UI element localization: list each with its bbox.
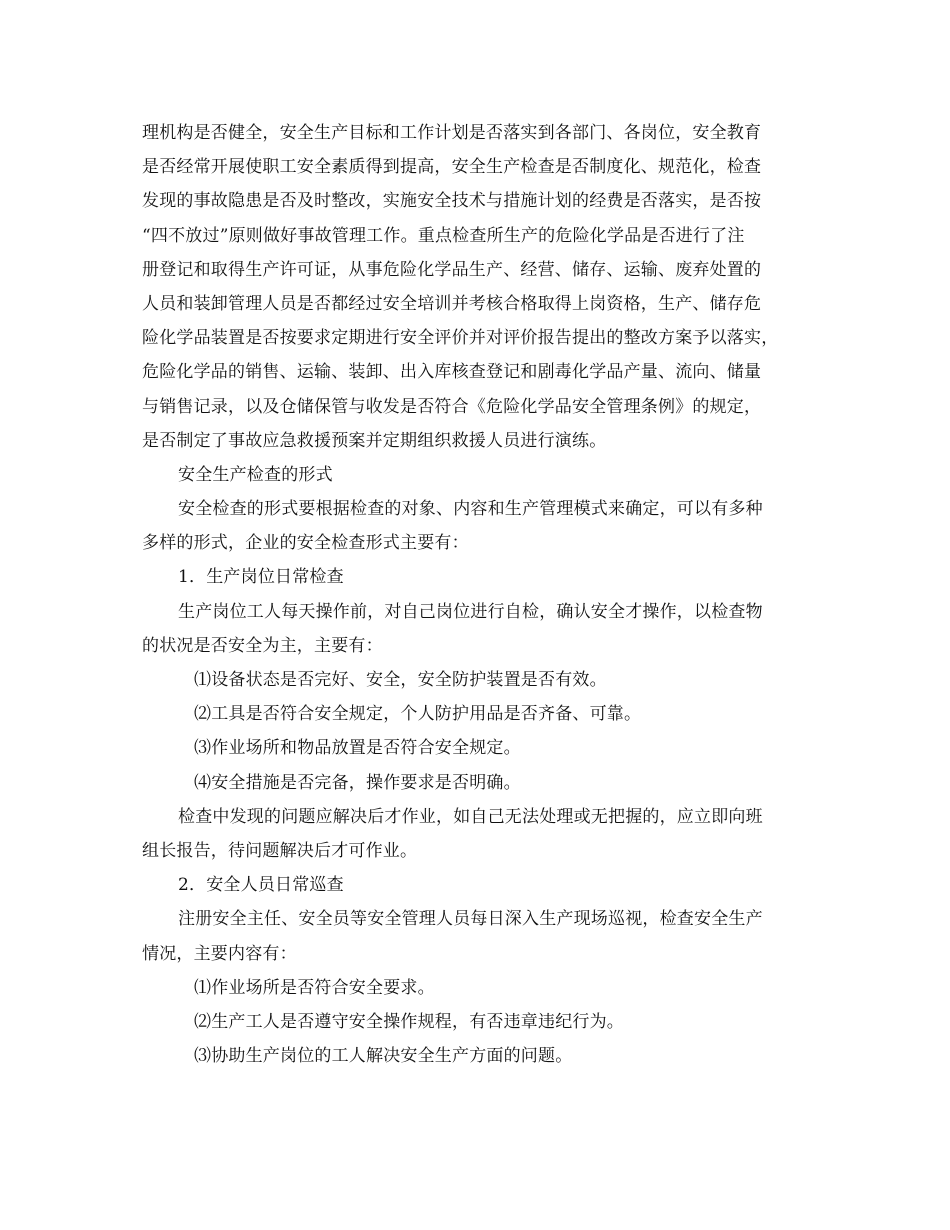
paragraph-line: 是否经常开展使职工安全素质得到提高，安全生产检查是否制度化、规范化，检查 bbox=[142, 157, 762, 178]
list-item: ⑴设备状态是否完好、安全，安全防护装置是否有效。 bbox=[194, 670, 607, 690]
paragraph-line: 人员和装卸管理人员是否都经过安全培训并考核合格取得上岗资格，生产、储存危 bbox=[142, 293, 762, 314]
paragraph-line: 险化学品装置是否按要求定期进行安全评价并对评价报告提出的整改方案予以落实， bbox=[142, 328, 779, 349]
list-item: ⑴作业场所是否符合安全要求。 bbox=[194, 977, 435, 998]
paragraph-line: 组长报告，待问题解决后才可作业。 bbox=[142, 840, 418, 861]
list-item: ⑶作业场所和物品放置是否符合安全规定。 bbox=[194, 738, 521, 759]
paragraph-line: 发现的事故隐患是否及时整改，实施安全技术与措施计划的经费是否落实，是否按 bbox=[142, 191, 762, 212]
list-item: ⑵生产工人是否遵守安全操作规程，有否违章违纪行为。 bbox=[194, 1011, 624, 1032]
paragraph-line: 危险化学品的销售、运输、装卸、出入库核查登记和剧毒化学品产量、流向、储量 bbox=[142, 362, 762, 383]
paragraph-line: 注册安全主任、安全员等安全管理人员每日深入生产现场巡视，检查安全生产 bbox=[178, 909, 763, 930]
paragraph-line: 情况，主要内容有： bbox=[142, 943, 297, 964]
paragraph-line: 的状况是否安全为主，主要有： bbox=[142, 635, 383, 656]
paragraph-line: 理机构是否健全，安全生产目标和工作计划是否落实到各部门、各岗位，安全教育 bbox=[142, 123, 762, 143]
paragraph-line: 多样的形式，企业的安全检查形式主要有： bbox=[142, 533, 469, 554]
paragraph-line: 安全检查的形式要根据检查的对象、内容和生产管理模式来确定，可以有多种 bbox=[178, 499, 763, 520]
section-heading: 安全生产检查的形式 bbox=[178, 464, 333, 485]
paragraph-line: “四不放过”原则做好事故管理工作。重点检查所生产的危险化学品是否进行了注 bbox=[142, 225, 745, 246]
paragraph-line: 检查中发现的问题应解决后才作业，如自己无法处理或无把握的，应立即向班 bbox=[178, 806, 763, 827]
subsection-heading: 2．安全人员日常巡查 bbox=[178, 875, 344, 896]
paragraph-line: 与销售记录，以及仓储保管与收发是否符合《危险化学品安全管理条例》的规定， bbox=[142, 396, 762, 417]
paragraph-line: 生产岗位工人每天操作前，对自己岗位进行自检，确认安全才操作，以检查物 bbox=[178, 601, 763, 622]
list-item: ⑶协助生产岗位的工人解决安全生产方面的问题。 bbox=[194, 1046, 573, 1067]
paragraph-line: 是否制定了事故应急救援预案并定期组织救援人员进行演练。 bbox=[142, 430, 607, 451]
paragraph-line: 册登记和取得生产许可证，从事危险化学品生产、经营、储存、运输、废弃处置的 bbox=[142, 259, 762, 280]
document-body bbox=[142, 116, 818, 1073]
list-item: ⑷安全措施是否完备，操作要求是否明确。 bbox=[194, 772, 521, 793]
list-item: ⑵工具是否符合安全规定，个人防护用品是否齐备、可靠。 bbox=[194, 704, 642, 725]
subsection-heading: 1．生产岗位日常检查 bbox=[178, 567, 344, 588]
